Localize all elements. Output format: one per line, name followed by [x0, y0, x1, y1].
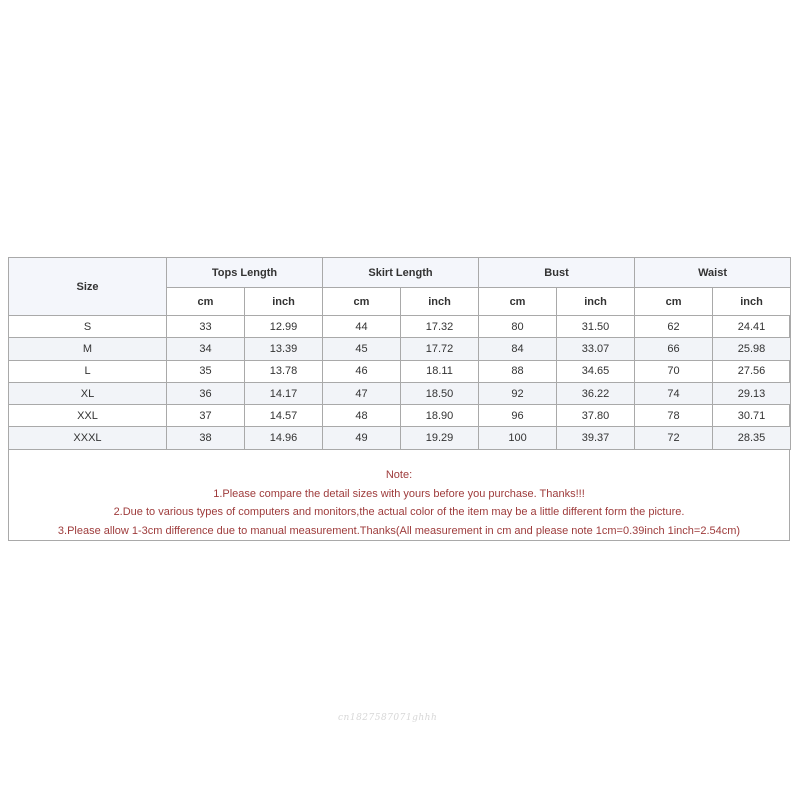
- size-chart: [8, 257, 790, 541]
- table-cell: 35: [167, 360, 245, 382]
- table-cell: 96: [479, 405, 557, 427]
- table-cell: 12.99: [245, 316, 323, 338]
- table-cell: 36.22: [557, 382, 635, 404]
- size-cell: M: [9, 338, 167, 360]
- unit-header: cm: [635, 288, 713, 316]
- table-cell: 80: [479, 316, 557, 338]
- unit-header: inch: [557, 288, 635, 316]
- table-cell: 78: [635, 405, 713, 427]
- unit-header: inch: [713, 288, 791, 316]
- table-cell: 62: [635, 316, 713, 338]
- table-cell: 19.29: [401, 427, 479, 449]
- group-header-skirt-length: Skirt Length: [323, 258, 479, 288]
- table-cell: 38: [167, 427, 245, 449]
- table-row: [9, 316, 791, 338]
- table-cell: 72: [635, 427, 713, 449]
- table-cell: 18.90: [401, 405, 479, 427]
- table-cell: 31.50: [557, 316, 635, 338]
- unit-header: cm: [479, 288, 557, 316]
- unit-header: inch: [245, 288, 323, 316]
- table-cell: 100: [479, 427, 557, 449]
- table-row: [9, 338, 791, 360]
- table-cell: 44: [323, 316, 401, 338]
- size-cell: S: [9, 316, 167, 338]
- size-cell: XXXL: [9, 427, 167, 449]
- unit-header: cm: [167, 288, 245, 316]
- table-cell: 74: [635, 382, 713, 404]
- table-cell: 14.57: [245, 405, 323, 427]
- table-cell: 34: [167, 338, 245, 360]
- table-cell: 46: [323, 360, 401, 382]
- table-cell: 88: [479, 360, 557, 382]
- table-cell: 30.71: [713, 405, 791, 427]
- table-cell: 17.32: [401, 316, 479, 338]
- size-cell: L: [9, 360, 167, 382]
- table-cell: 28.35: [713, 427, 791, 449]
- table-cell: 13.39: [245, 338, 323, 360]
- table-cell: 33: [167, 316, 245, 338]
- notes-section: [9, 466, 789, 540]
- table-cell: 17.72: [401, 338, 479, 360]
- note-line-1: 1.Please compare the detail sizes with yours before you purchase. Thanks!!!: [213, 487, 585, 500]
- size-column-header: Size: [9, 258, 167, 316]
- group-header-waist: Waist: [635, 258, 791, 288]
- note-title: Note:: [385, 469, 413, 481]
- table-cell: 47: [323, 382, 401, 404]
- table-cell: 92: [479, 382, 557, 404]
- note-line-3: 3.Please allow 1-3cm difference due to manual measurement.Thanks(All measurement in cm and please note 1cm=0.39inch 1inch=2.54cm): [57, 524, 741, 537]
- size-cell: XL: [9, 382, 167, 404]
- unit-header: cm: [323, 288, 401, 316]
- group-header-tops-length: Tops Length: [167, 258, 323, 288]
- table-row: [9, 360, 791, 382]
- group-header-row: [9, 258, 791, 288]
- table-cell: 36: [167, 382, 245, 404]
- group-header-bust: Bust: [479, 258, 635, 288]
- table-cell: 34.65: [557, 360, 635, 382]
- table-cell: 27.56: [713, 360, 791, 382]
- table-cell: 24.41: [713, 316, 791, 338]
- table-cell: 48: [323, 405, 401, 427]
- table-cell: 18.50: [401, 382, 479, 404]
- table-cell: 13.78: [245, 360, 323, 382]
- table-row: [9, 427, 791, 449]
- table-cell: 14.17: [245, 382, 323, 404]
- table-cell: 70: [635, 360, 713, 382]
- table-cell: 14.96: [245, 427, 323, 449]
- table-cell: 37.80: [557, 405, 635, 427]
- table-cell: 25.98: [713, 338, 791, 360]
- table-row: [9, 405, 791, 427]
- table-cell: 33.07: [557, 338, 635, 360]
- watermark: cn1827587071ghhh: [338, 713, 438, 723]
- table-cell: 84: [479, 338, 557, 360]
- table-cell: 37: [167, 405, 245, 427]
- size-table: [8, 257, 791, 450]
- size-cell: XXL: [9, 405, 167, 427]
- table-cell: 66: [635, 338, 713, 360]
- table-cell: 29.13: [713, 382, 791, 404]
- table-cell: 45: [323, 338, 401, 360]
- table-row: [9, 382, 791, 404]
- table-cell: 49: [323, 427, 401, 449]
- note-line-2: 2.Due to various types of computers and monitors,the actual color of the item may be a little different form the picture.: [113, 506, 685, 518]
- unit-header: inch: [401, 288, 479, 316]
- table-cell: 39.37: [557, 427, 635, 449]
- table-cell: 18.11: [401, 360, 479, 382]
